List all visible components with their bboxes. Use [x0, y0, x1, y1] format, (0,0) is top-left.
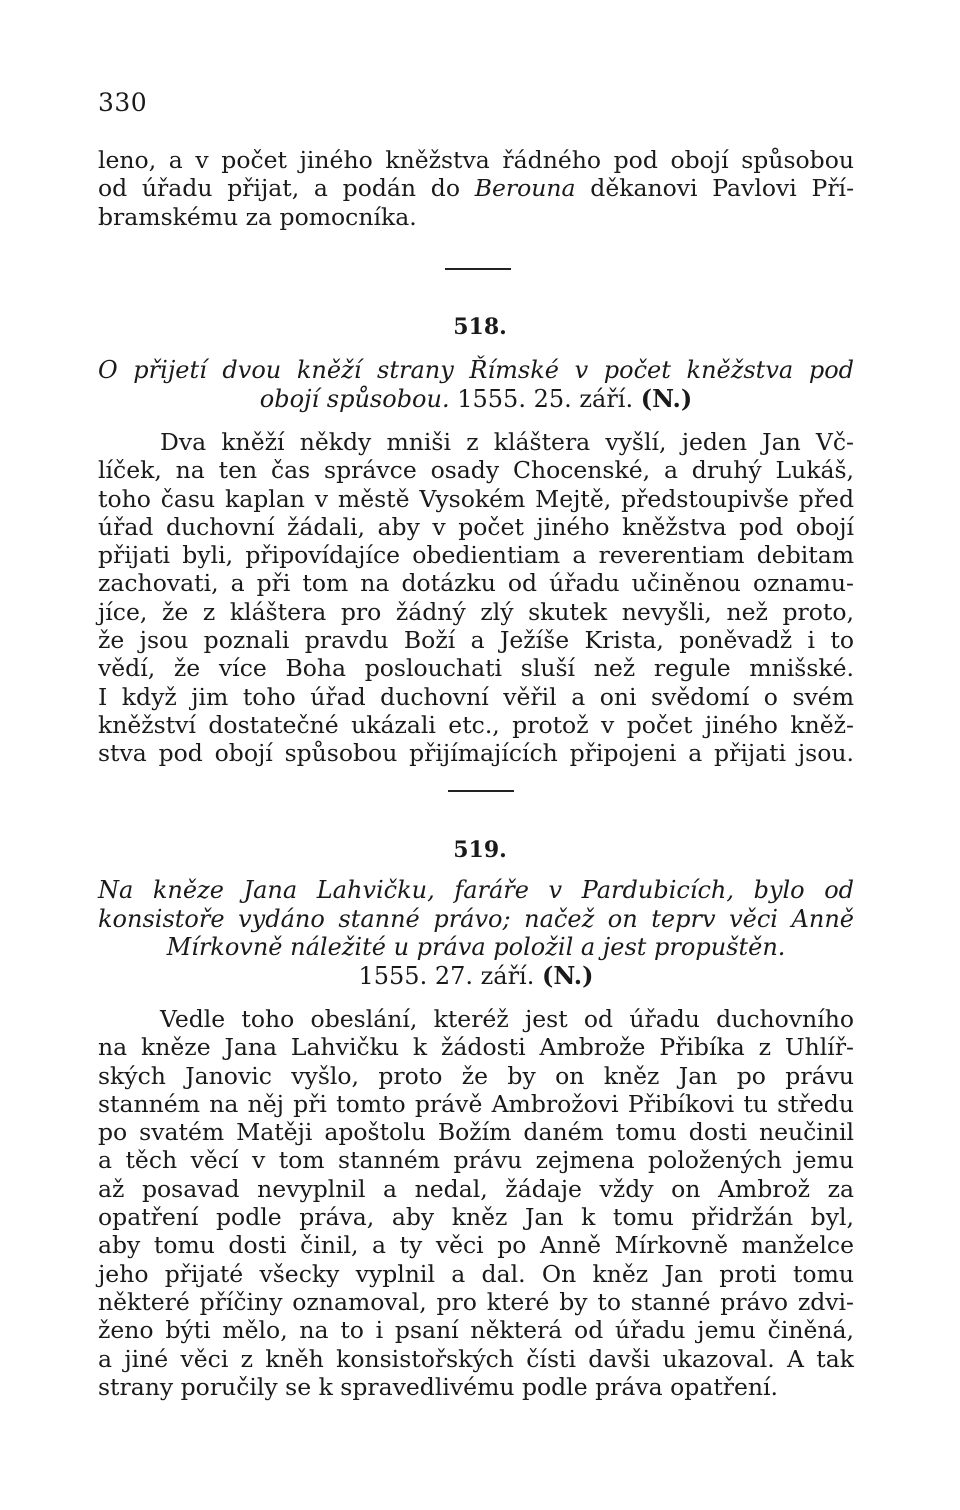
place-name: Berouna — [474, 174, 576, 203]
source-mark: (N.) — [640, 383, 693, 413]
section-heading-519 — [98, 876, 854, 990]
text-line: jeho přijaté všecky vyplnil a dal. On kněz Jan proti tomu — [98, 1259, 854, 1288]
text-line: některé příčiny oznamoval, pro které by to stanné právo zdvi- — [98, 1287, 854, 1316]
section-heading-518 — [98, 356, 854, 413]
section-number-519: 519. — [453, 837, 507, 863]
section-date: 1555. 25. září. — [457, 384, 634, 413]
intro-paragraph — [98, 146, 854, 231]
text-line: ských Janovic vyšlo, proto že by on kněz Jan po právu — [98, 1061, 854, 1090]
text-line: toho času kaplan v městě Vysokém Mejtě, předstoupivše před — [98, 484, 854, 513]
text-line: aby tomu dosti činil, a ty věci po Anně Mírkovně manželce — [98, 1231, 854, 1260]
text-line: po svatém Matěji apoštolu Božím daném tomu dosti neučinil — [98, 1118, 854, 1147]
heading-line — [98, 962, 854, 991]
section-body-519 — [98, 1005, 854, 1401]
section-body-518 — [98, 428, 854, 768]
text-line: zachovati, a při tom na dotázku od úřadu učiněnou oznamu- — [98, 569, 854, 598]
text-line: jíce, že z kláštera pro žádný zlý skutek nevyšli, než proto, — [98, 597, 854, 626]
section-number-518: 518. — [453, 314, 507, 340]
section-divider — [445, 268, 511, 270]
text-line: vědí, že více Boha poslouchati sluší než regule mnišské. — [98, 654, 854, 683]
text-line: na kněze Jana Lahvičku k žádosti Ambrože Přibíka z Uhlíř- — [98, 1033, 854, 1062]
text-line: ženo býti mělo, na to i psaní některá od úřadu jemu činěná, — [98, 1316, 854, 1345]
heading-line: Na kněze Jana Lahvičku, faráře v Pardubicích, bylo od — [98, 876, 854, 904]
text-line: leno, a v počet jiného kněžstva řádného pod obojí spůsobou — [98, 146, 854, 174]
text-line: přijati byli, připovídajíce obedientiam a reverentiam debitam — [98, 541, 854, 570]
text-line: stanném na něj při tomto právě Ambrožovi Přibíkovi tu středu — [98, 1089, 854, 1118]
text-line: úřad duchovní žádali, aby v počet jiného kněžstva pod obojí — [98, 512, 854, 541]
text-line: bramskému za pomocníka. — [98, 202, 417, 231]
text-line: Dva kněží někdy mniši z kláštera vyšlí, jeden Jan Vč- — [160, 428, 854, 456]
heading-line: O přijetí dvou kněží strany Římské v počet kněžstva pod — [98, 356, 854, 384]
text-line: a těch věcí v tom stanném právu zejmena položených jemu — [98, 1146, 854, 1175]
heading-line — [98, 385, 854, 414]
text-line: líček, na ten čas správce osady Chocenské, a druhý Lukáš, — [98, 456, 854, 485]
text-line: stva pod obojí spůsobou přijímajících připojeni a přijati jsou. — [98, 739, 854, 768]
text-line: od úřadu přijat, a podán do Berouna děkanovi Pavlovi Pří- — [98, 174, 855, 203]
text-line: opatření podle práva, aby kněz Jan k tomu přidržán byl, — [98, 1203, 854, 1232]
text-line: kněžství dostatečné ukázali etc., protož v počet jiného kněž- — [98, 710, 854, 739]
text-line: strany poručily se k spravedlivému podle práva opatření. — [98, 1372, 779, 1401]
text-line: Vedle toho obeslání, kteréž jest od úřadu duchovního — [160, 1005, 854, 1033]
page-number: 330 — [98, 88, 148, 117]
source-mark: (N.) — [542, 960, 594, 990]
heading-line: konsistoře vydáno stanné právo; načež on teprv věci Anně — [98, 904, 854, 933]
section-divider — [448, 790, 514, 792]
section-date: 1555. 27. září. — [358, 961, 535, 990]
text-line: a jiné věci z kněh konsistořských čísti davši ukazoval. A tak — [98, 1344, 854, 1373]
text-line: že jsou poznali pravdu Boží a Ježíše Krista, poněvadž i to — [98, 626, 854, 655]
heading-line: Mírkovně náležité u práva položil a jest propuštěn. — [166, 933, 786, 961]
text-line: až posavad nevyplnil a nedal, žádaje vždy on Ambrož za — [98, 1174, 854, 1203]
heading-line-italic: obojí spůsobou. — [259, 384, 450, 413]
text-line: I když jim toho úřad duchovní věřil a oni svědomí o svém — [98, 682, 854, 711]
